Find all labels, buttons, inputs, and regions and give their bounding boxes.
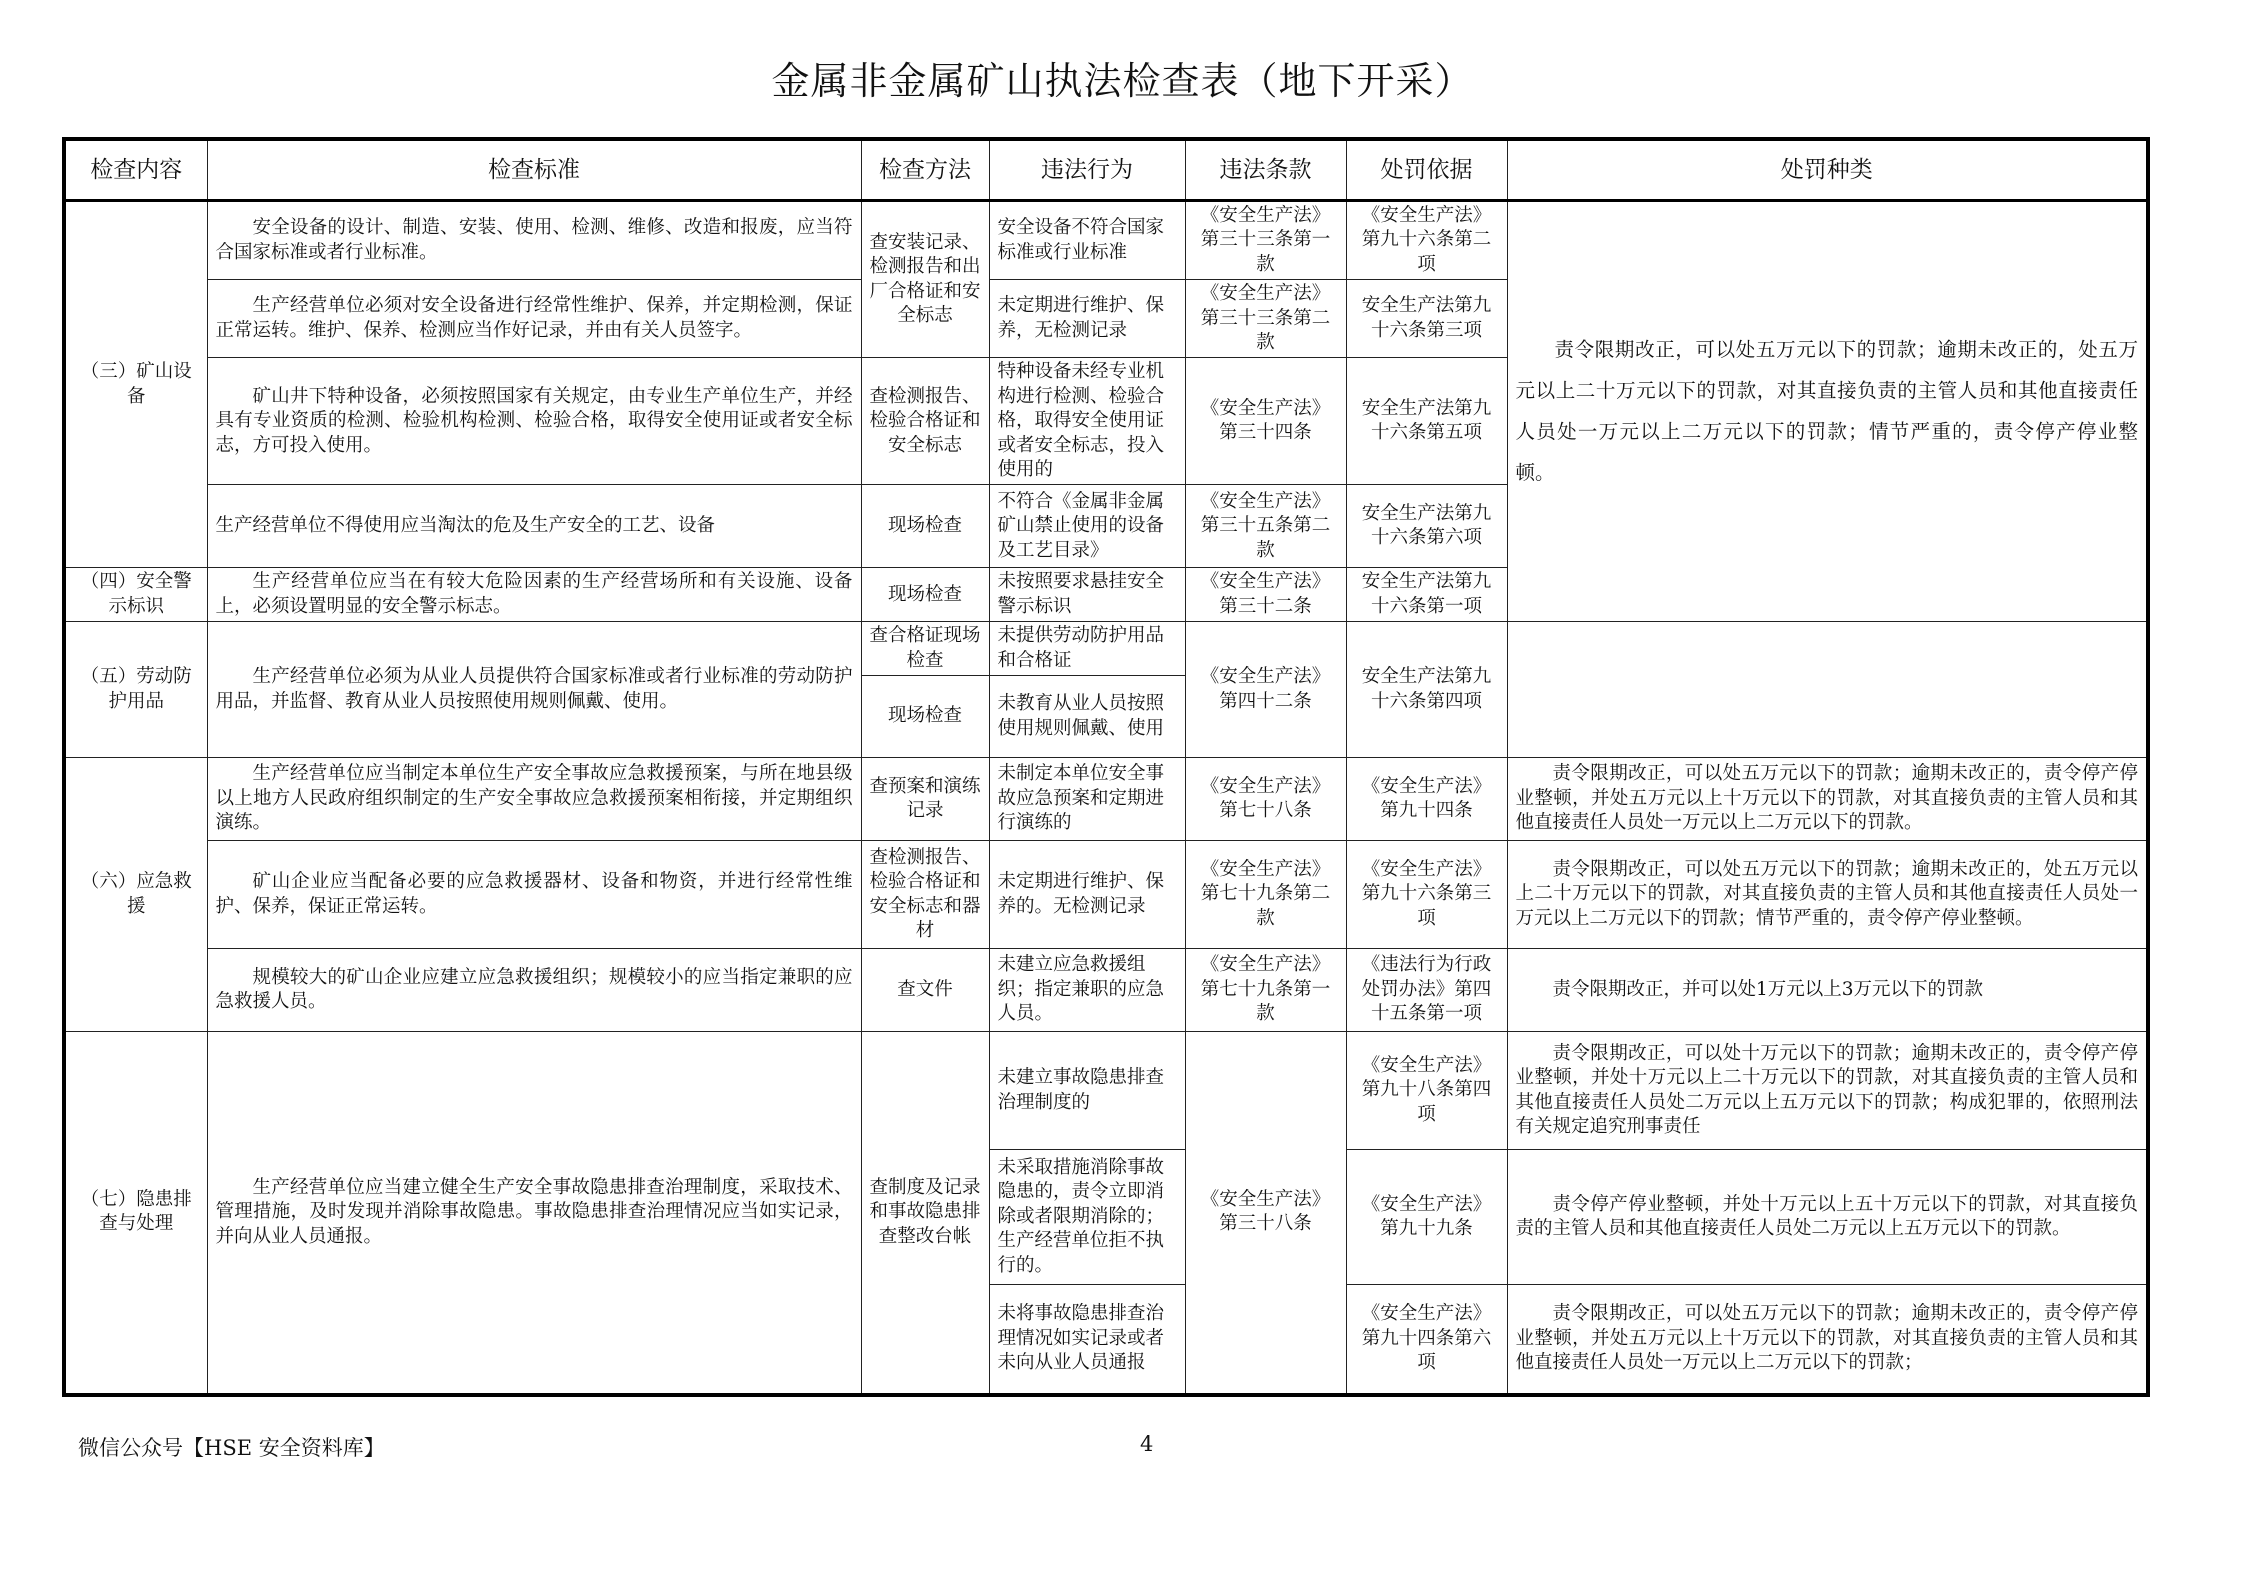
basis-cell: 《安全生产法》第九十四条第六项: [1346, 1285, 1507, 1395]
method-cell: 查检测报告、检验合格证和安全标志: [861, 358, 989, 485]
penalty-cell: 责令限期改正，可以处五万元以下的罚款；逾期未改正的，处五万元以上二十万元以下的罚款，对其直接负责的主管人员和其他直接责任人员处一万元以上二万元以下的罚款；情节严重的，责令停产停业整顿。: [1507, 201, 2148, 622]
violation-cell: 未按照要求悬挂安全警示标识: [989, 568, 1185, 622]
article-cell: 《安全生产法》第三十三条第二款: [1185, 280, 1346, 358]
category-cell: （六）应急救援: [64, 758, 207, 1032]
basis-cell: 安全生产法第九十六条第一项: [1346, 568, 1507, 622]
violation-cell: 不符合《金属非金属矿山禁止使用的设备及工艺目录》: [989, 485, 1185, 568]
basis-cell: 安全生产法第九十六条第五项: [1346, 358, 1507, 485]
basis-cell: 安全生产法第九十六条第三项: [1346, 280, 1507, 358]
header-cell-penalty: 处罚种类: [1507, 139, 2148, 201]
inspection-table: [62, 137, 2150, 1397]
standard-cell: 生产经营单位必须为从业人员提供符合国家标准或者行业标准的劳动防护用品，并监督、教育从业人员按照使用规则佩戴、使用。: [207, 622, 861, 758]
violation-cell: 未将事故隐患排查治理情况如实记录或者未向从业人员通报: [989, 1285, 1185, 1395]
penalty-cell: 责令限期改正，可以处十万元以下的罚款；逾期未改正的，责令停产停业整顿，并处十万元以上二十万元以下的罚款，对其直接负责的主管人员和其他直接责任人员处二万元以上五万元以下的罚款；构成犯罪的，依照刑法有关规定追究刑事责任: [1507, 1032, 2148, 1150]
basis-cell: 《安全生产法》第九十九条: [1346, 1150, 1507, 1285]
violation-cell: 未制定本单位安全事故应急预案和定期进行演练的: [989, 758, 1185, 841]
basis-cell: 《安全生产法》第九十六条第三项: [1346, 841, 1507, 949]
article-cell: 《安全生产法》第三十五条第二款: [1185, 485, 1346, 568]
page-number: 4: [1140, 1432, 1154, 1456]
table-row: [64, 949, 2148, 1032]
penalty-cell-empty: [1507, 622, 2148, 758]
header-cell-method: 检查方法: [861, 139, 989, 201]
penalty-cell: 责令限期改正，可以处五万元以下的罚款；逾期未改正的，责令停产停业整顿，并处五万元以上十万元以下的罚款，对其直接负责的主管人员和其他直接责任人员处一万元以上二万元以下的罚款；: [1507, 1285, 2148, 1395]
penalty-cell: 责令限期改正，可以处五万元以下的罚款；逾期未改正的，处五万元以上二十万元以下的罚款，对其直接负责的主管人员和其他直接责任人员处一万元以上二万元以下的罚款；情节严重的，责令停产停业整顿。: [1507, 841, 2148, 949]
method-cell: 现场检查: [861, 568, 989, 622]
basis-cell: 《违法行为行政处罚办法》第四十五条第一项: [1346, 949, 1507, 1032]
standard-cell: 矿山井下特种设备，必须按照国家有关规定，由专业生产单位生产，并经具有专业资质的检测、检验机构检测、检验合格，取得安全使用证或者安全标志，方可投入使用。: [207, 358, 861, 485]
standard-cell: 生产经营单位必须对安全设备进行经常性维护、保养，并定期检测，保证正常运转。维护、保养、检测应当作好记录，并由有关人员签字。: [207, 280, 861, 358]
category-cell: （三）矿山设备: [64, 201, 207, 568]
table-row: [64, 841, 2148, 949]
method-cell: 查检测报告、检验合格证和安全标志和器材: [861, 841, 989, 949]
standard-cell: 生产经营单位应当建立健全生产安全事故隐患排查治理制度，采取技术、管理措施，及时发现并消除事故隐患。事故隐患排查治理情况应当如实记录，并向从业人员通报。: [207, 1032, 861, 1395]
category-cell: （七）隐患排查与处理: [64, 1032, 207, 1395]
category-cell: （五）劳动防护用品: [64, 622, 207, 758]
violation-cell: 未建立应急救援组织；指定兼职的应急人员。: [989, 949, 1185, 1032]
violation-cell: 未提供劳动防护用品和合格证: [989, 622, 1185, 676]
violation-cell: 未教育从业人员按照使用规则佩戴、使用: [989, 676, 1185, 758]
article-cell: 《安全生产法》第三十八条: [1185, 1032, 1346, 1395]
article-cell: 《安全生产法》第三十三条第一款: [1185, 201, 1346, 280]
basis-cell: 《安全生产法》第九十八条第四项: [1346, 1032, 1507, 1150]
method-cell: 查制度及记录和事故隐患排查整改台帐: [861, 1032, 989, 1395]
standard-cell: 生产经营单位不得使用应当淘汰的危及生产安全的工艺、设备: [207, 485, 861, 568]
standard-cell: 生产经营单位应当制定本单位生产安全事故应急救援预案，与所在地县级以上地方人民政府组织制定的生产安全事故应急救援预案相衔接，并定期组织演练。: [207, 758, 861, 841]
violation-cell: 未建立事故隐患排查治理制度的: [989, 1032, 1185, 1150]
table-row: [64, 758, 2148, 841]
violation-cell: 特种设备未经专业机构进行检测、检验合格，取得安全使用证或者安全标志，投入使用的: [989, 358, 1185, 485]
footer-source: 微信公众号【HSE 安全资料库】: [78, 1436, 385, 1460]
standard-cell: 安全设备的设计、制造、安装、使用、检测、维修、改造和报废，应当符合国家标准或者行业标准。: [207, 201, 861, 280]
table-row: [64, 1032, 2148, 1150]
basis-cell: 安全生产法第九十六条第四项: [1346, 622, 1507, 758]
method-cell: 现场检查: [861, 676, 989, 758]
basis-cell: 《安全生产法》第九十四条: [1346, 758, 1507, 841]
standard-cell: 生产经营单位应当在有较大危险因素的生产经营场所和有关设施、设备上，必须设置明显的安全警示标志。: [207, 568, 861, 622]
method-cell: 查文件: [861, 949, 989, 1032]
basis-cell: 安全生产法第九十六条第六项: [1346, 485, 1507, 568]
header-cell-basis: 处罚依据: [1346, 139, 1507, 201]
header-cell-article: 违法条款: [1185, 139, 1346, 201]
article-cell: 《安全生产法》第四十二条: [1185, 622, 1346, 758]
standard-cell: 矿山企业应当配备必要的应急救援器材、设备和物资，并进行经常性维护、保养，保证正常运转。: [207, 841, 861, 949]
table-row: [64, 622, 2148, 676]
article-cell: 《安全生产法》第三十四条: [1185, 358, 1346, 485]
header-cell-standard: 检查标准: [207, 139, 861, 201]
article-cell: 《安全生产法》第七十九条第一款: [1185, 949, 1346, 1032]
violation-cell: 未定期进行维护、保养，无检测记录: [989, 280, 1185, 358]
violation-cell: 未定期进行维护、保养的。无检测记录: [989, 841, 1185, 949]
article-cell: 《安全生产法》第七十八条: [1185, 758, 1346, 841]
table-row: [64, 201, 2148, 280]
standard-cell: 规模较大的矿山企业应建立应急救援组织；规模较小的应当指定兼职的应急救援人员。: [207, 949, 861, 1032]
method-cell: 查安装记录、检测报告和出厂合格证和安全标志: [861, 201, 989, 358]
table-header-row: [64, 139, 2148, 201]
header-cell-violation: 违法行为: [989, 139, 1185, 201]
article-cell: 《安全生产法》第七十九条第二款: [1185, 841, 1346, 949]
method-cell: 现场检查: [861, 485, 989, 568]
page-title: 金属非金属矿山执法检查表（地下开采）: [771, 59, 1474, 103]
penalty-cell: 责令停产停业整顿，并处十万元以上五十万元以下的罚款，对其直接负责的主管人员和其他直接责任人员处二万元以上五万元以下的罚款。: [1507, 1150, 2148, 1285]
violation-cell: 安全设备不符合国家标准或行业标准: [989, 201, 1185, 280]
category-cell: （四）安全警示标识: [64, 568, 207, 622]
header-cell-content: 检查内容: [64, 139, 207, 201]
violation-cell: 未采取措施消除事故隐患的，责令立即消除或者限期消除的；生产经营单位拒不执行的。: [989, 1150, 1185, 1285]
penalty-cell: 责令限期改正，可以处五万元以下的罚款；逾期未改正的，责令停产停业整顿，并处五万元以上十万元以下的罚款，对其直接负责的主管人员和其他直接责任人员处一万元以上二万元以下的罚款。: [1507, 758, 2148, 841]
penalty-cell: 责令限期改正，并可以处1万元以上3万元以下的罚款: [1507, 949, 2148, 1032]
article-cell: 《安全生产法》第三十二条: [1185, 568, 1346, 622]
basis-cell: 《安全生产法》第九十六条第二项: [1346, 201, 1507, 280]
method-cell: 查合格证现场检查: [861, 622, 989, 676]
method-cell: 查预案和演练记录: [861, 758, 989, 841]
